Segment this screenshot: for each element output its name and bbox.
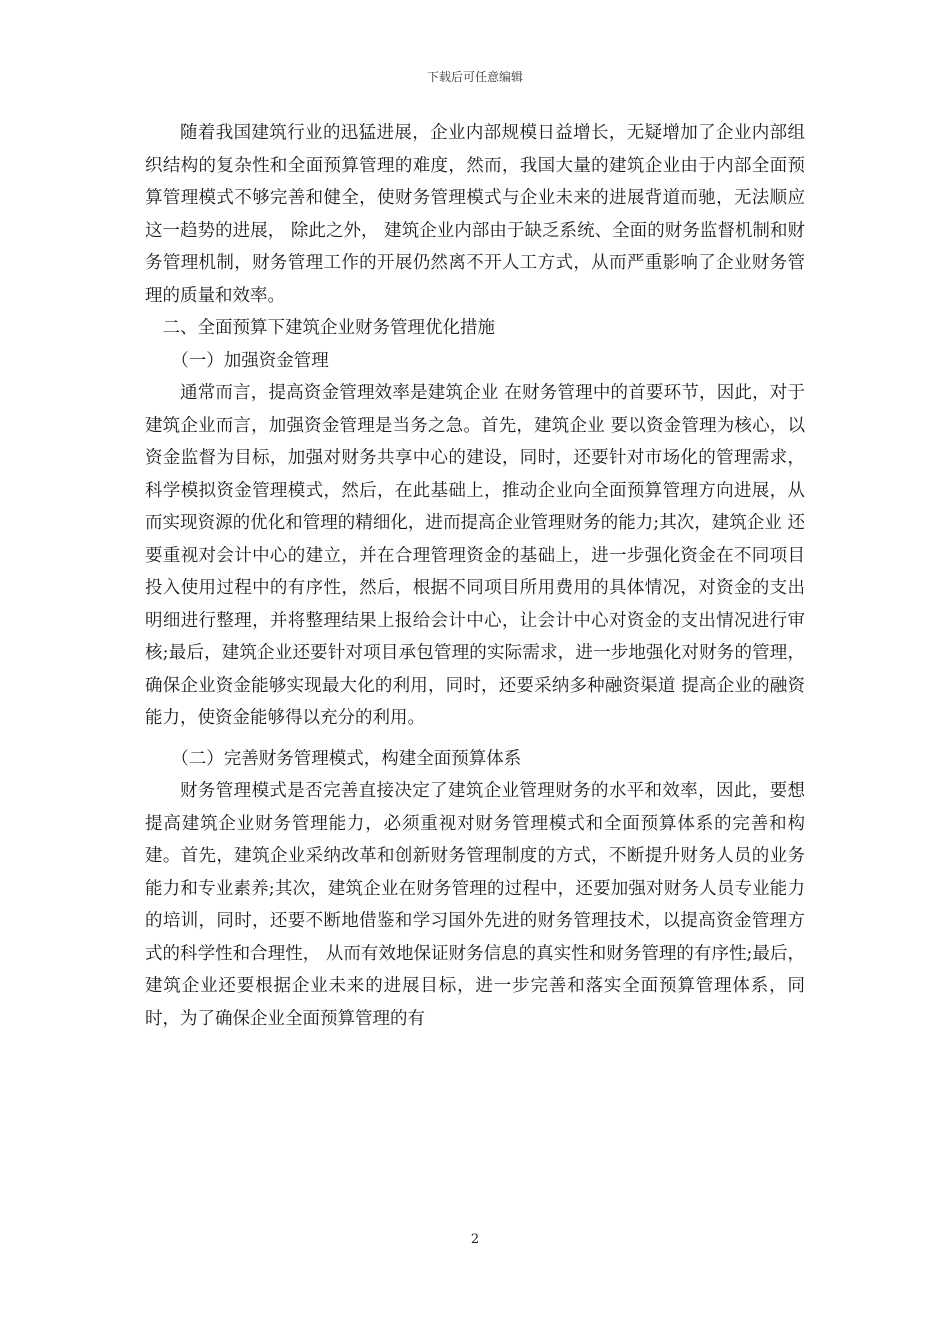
paragraph-spacer [145, 735, 805, 743]
paragraph-intro: 随着我国建筑行业的迅猛进展，企业内部规模日益增长，无疑增加了企业内部组织结构的复杂性和全面预算管理的难度，然而，我国大量的建筑企业由于内部全面预算管理模式不够完善和健全，使财务管理模式与企业未来的进展背道而驰，无法顺应这一趋势的进展， 除此之外， 建筑企业内部由于缺乏系统、全面的财务监督机制和财务管理机制，财务管理工作的开展仍然离不开人工方式，从而严重影响了企业财务管理的质量和效率。 [145, 123, 805, 306]
subsection-heading-2: （二）完善财务管理模式，构建全面预算体系 [171, 748, 522, 769]
document-body [145, 117, 805, 1035]
section-heading: 二、全面预算下建筑企业财务管理优化措施 [162, 318, 495, 338]
page-number: 2 [470, 1232, 480, 1247]
page-header: 下载后可任意编辑 [426, 70, 523, 84]
paragraph-fund-management: 通常而言，提高资金管理效率是建筑企业 在财务管理中的首要环节，因此，对于建筑企业而言，加强资金管理是当务之急。首先，建筑企业 要以资金管理为核心，以资金监督为目标，加强对财务共享中心的建设，同时，还要针对市场化的管理需求，科学模拟资金管理模式，然后，在此基础上，推动企业向全面预算管理方向进展，从而实现资源的优化和管理的精细化，进而提高企业管理财务的能力;其次，建筑企业 还要重视对会计中心的建立，并在合理管理资金的基础上，进一步强化资金在不同项目投入使用过程中的有序性，然后，根据不同项目所用费用的具体情况，对资金的支出明细进行整理，并将整理结果上报给会计中心，让会计中心对资金的支出情况进行审核;最后，建筑企业还要针对项目承包管理的实际需求，进一步地强化对财务的管理，确保企业资金能够实现最大化的利用，同时，还要采纳多种融资渠道 提高企业的融资能力，使资金能够得以充分的利用。 [145, 383, 805, 728]
subsection-heading-1: （一）加强资金管理 [171, 350, 329, 371]
paragraph-budget-system: 财务管理模式是否完善直接决定了建筑企业管理财务的水平和效率，因此，要想提高建筑企业财务管理能力，必须重视对财务管理模式和全面预算体系的完善和构建。首先，建筑企业采纳改革和创新财务管理制度的方式，不断提升财务人员的业务能力和专业素养;其次，建筑企业在财务管理的过程中，还要加强对财务人员专业能力的培训，同时，还要不断地借鉴和学习国外先进的财务管理技术，以提高资金管理方式的科学性和合理性， 从而有效地保证财务信息的真实性和财务管理的有序性;最后，建筑企业还要根据企业未来的进展目标，进一步完善和落实全面预算管理体系，同时，为了确保企业全面预算管理的有 [145, 781, 805, 1029]
